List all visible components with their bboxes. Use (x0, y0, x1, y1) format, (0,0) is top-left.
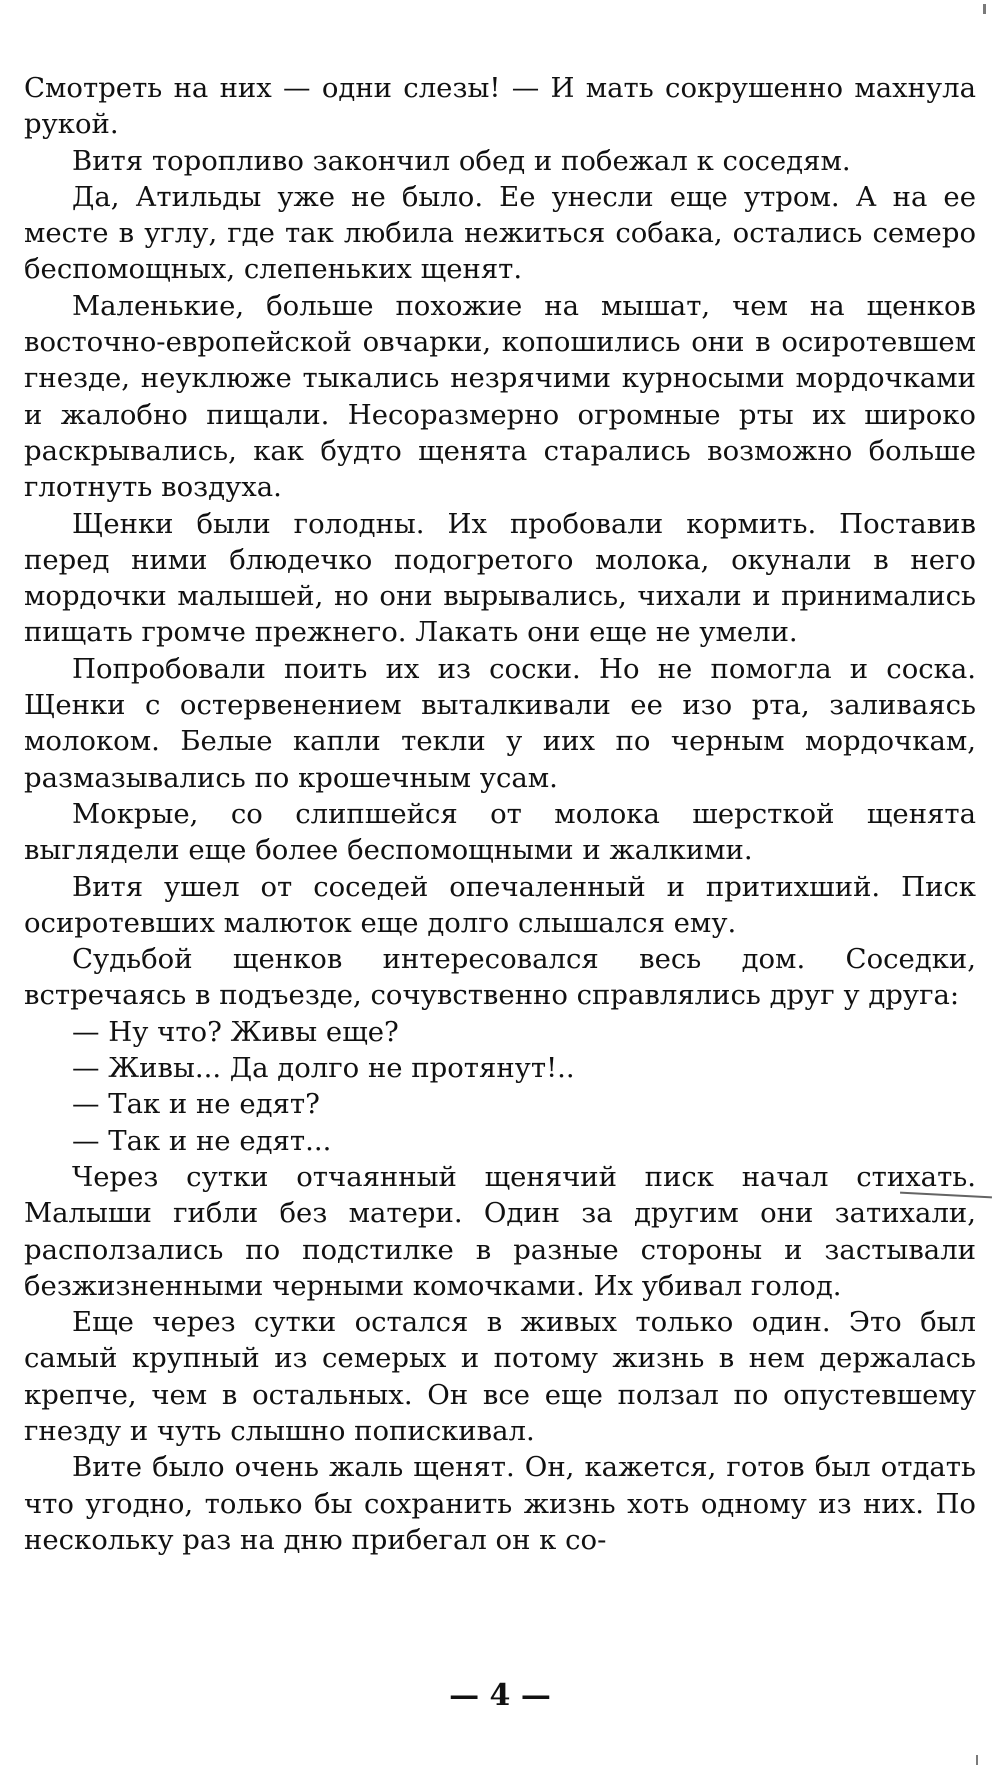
book-page-text (24, 70, 976, 1558)
scan-artifact-bottom-mark (976, 1755, 978, 1765)
paragraph-7: Мокрые, со слипшейся от молока шерсткой щенята выглядели еще более беспомощными и жалкими. (24, 797, 976, 867)
paragraph-12: Вите было очень жаль щенят. Он, кажется, готов был отдать что угодно, только бы сохранить жизнь хоть одному из них. По нескольку раз на дню прибегал он к со- (24, 1451, 976, 1556)
dialog-line-1: — Ну что? Живы еще? (72, 1015, 399, 1048)
scan-artifact-top-mark (983, 4, 986, 14)
paragraph-1: Смотреть на них — одни слезы! — И мать сокрушенно махнула рукой. (24, 72, 976, 141)
paragraph-9: Судьбой щенков интересовался весь дом. Соседки, встречаясь в подъезде, сочувственно справлялись друг у друга: (24, 943, 976, 1012)
paragraph-10: Через сутки отчаянный щенячий писк начал стихать. Малыши гибли без матери. Один за другим они затихали, расползались по подстилке в разные стороны и застывали безжизненными черными комочками. Их убивал голод. (24, 1160, 976, 1302)
paragraph-4: Маленькие, больше похожие на мышат, чем на щенков восточно-европейской овчарки, копошились они в осиротевшем гнезде, неуклюже тыкались незрячими курносыми мордочками и жалобно пищали. Несоразмерно огромные рты их широко раскрывались, как будто щенята старались возможно больше глотнуть воздуха. (24, 289, 976, 504)
page-number: — 4 — (449, 1678, 551, 1713)
paragraph-11: Еще через сутки остался в живых только один. Это был самый крупный из семерых и потому жизнь в нем держалась крепче, чем в остальных. Он все еще ползал по опустевшему гнезду и чуть слышно попискивал. (24, 1306, 976, 1447)
paragraph-2: Витя торопливо закончил обед и побежал к соседям. (72, 144, 851, 177)
paragraph-8: Витя ушел от соседей опечаленный и притихший. Писк осиротевших малюток еще долго слышался ему. (24, 870, 976, 939)
dialog-line-2: — Живы... Да долго не протянут!.. (72, 1052, 575, 1085)
paragraph-5: Щенки были голодны. Их пробовали кормить. Поставив перед ними блюдечко подогретого молока, окунали в него мордочки малышей, но они вырывались, чихали и принимались пищать громче прежнего. Лакать они еще не умели. (24, 507, 976, 649)
paragraph-6: Попробовали поить их из соски. Но не помогла и соска. Щенки с остервенением выталкивали ее изо рта, заливаясь молоком. Белые капли текли у иих по черным мордочкам, размазывались по крошечным усам. (24, 652, 976, 794)
dialog-line-4: — Так и не едят... (72, 1124, 332, 1157)
paragraph-3: Да, Атильды уже не было. Ее унесли еще утром. А на ее месте в углу, где так любила нежиться собака, остались семеро беспомощных, слепеньких щенят. (24, 180, 976, 286)
dialog-line-3: — Так и не едят? (72, 1088, 320, 1121)
